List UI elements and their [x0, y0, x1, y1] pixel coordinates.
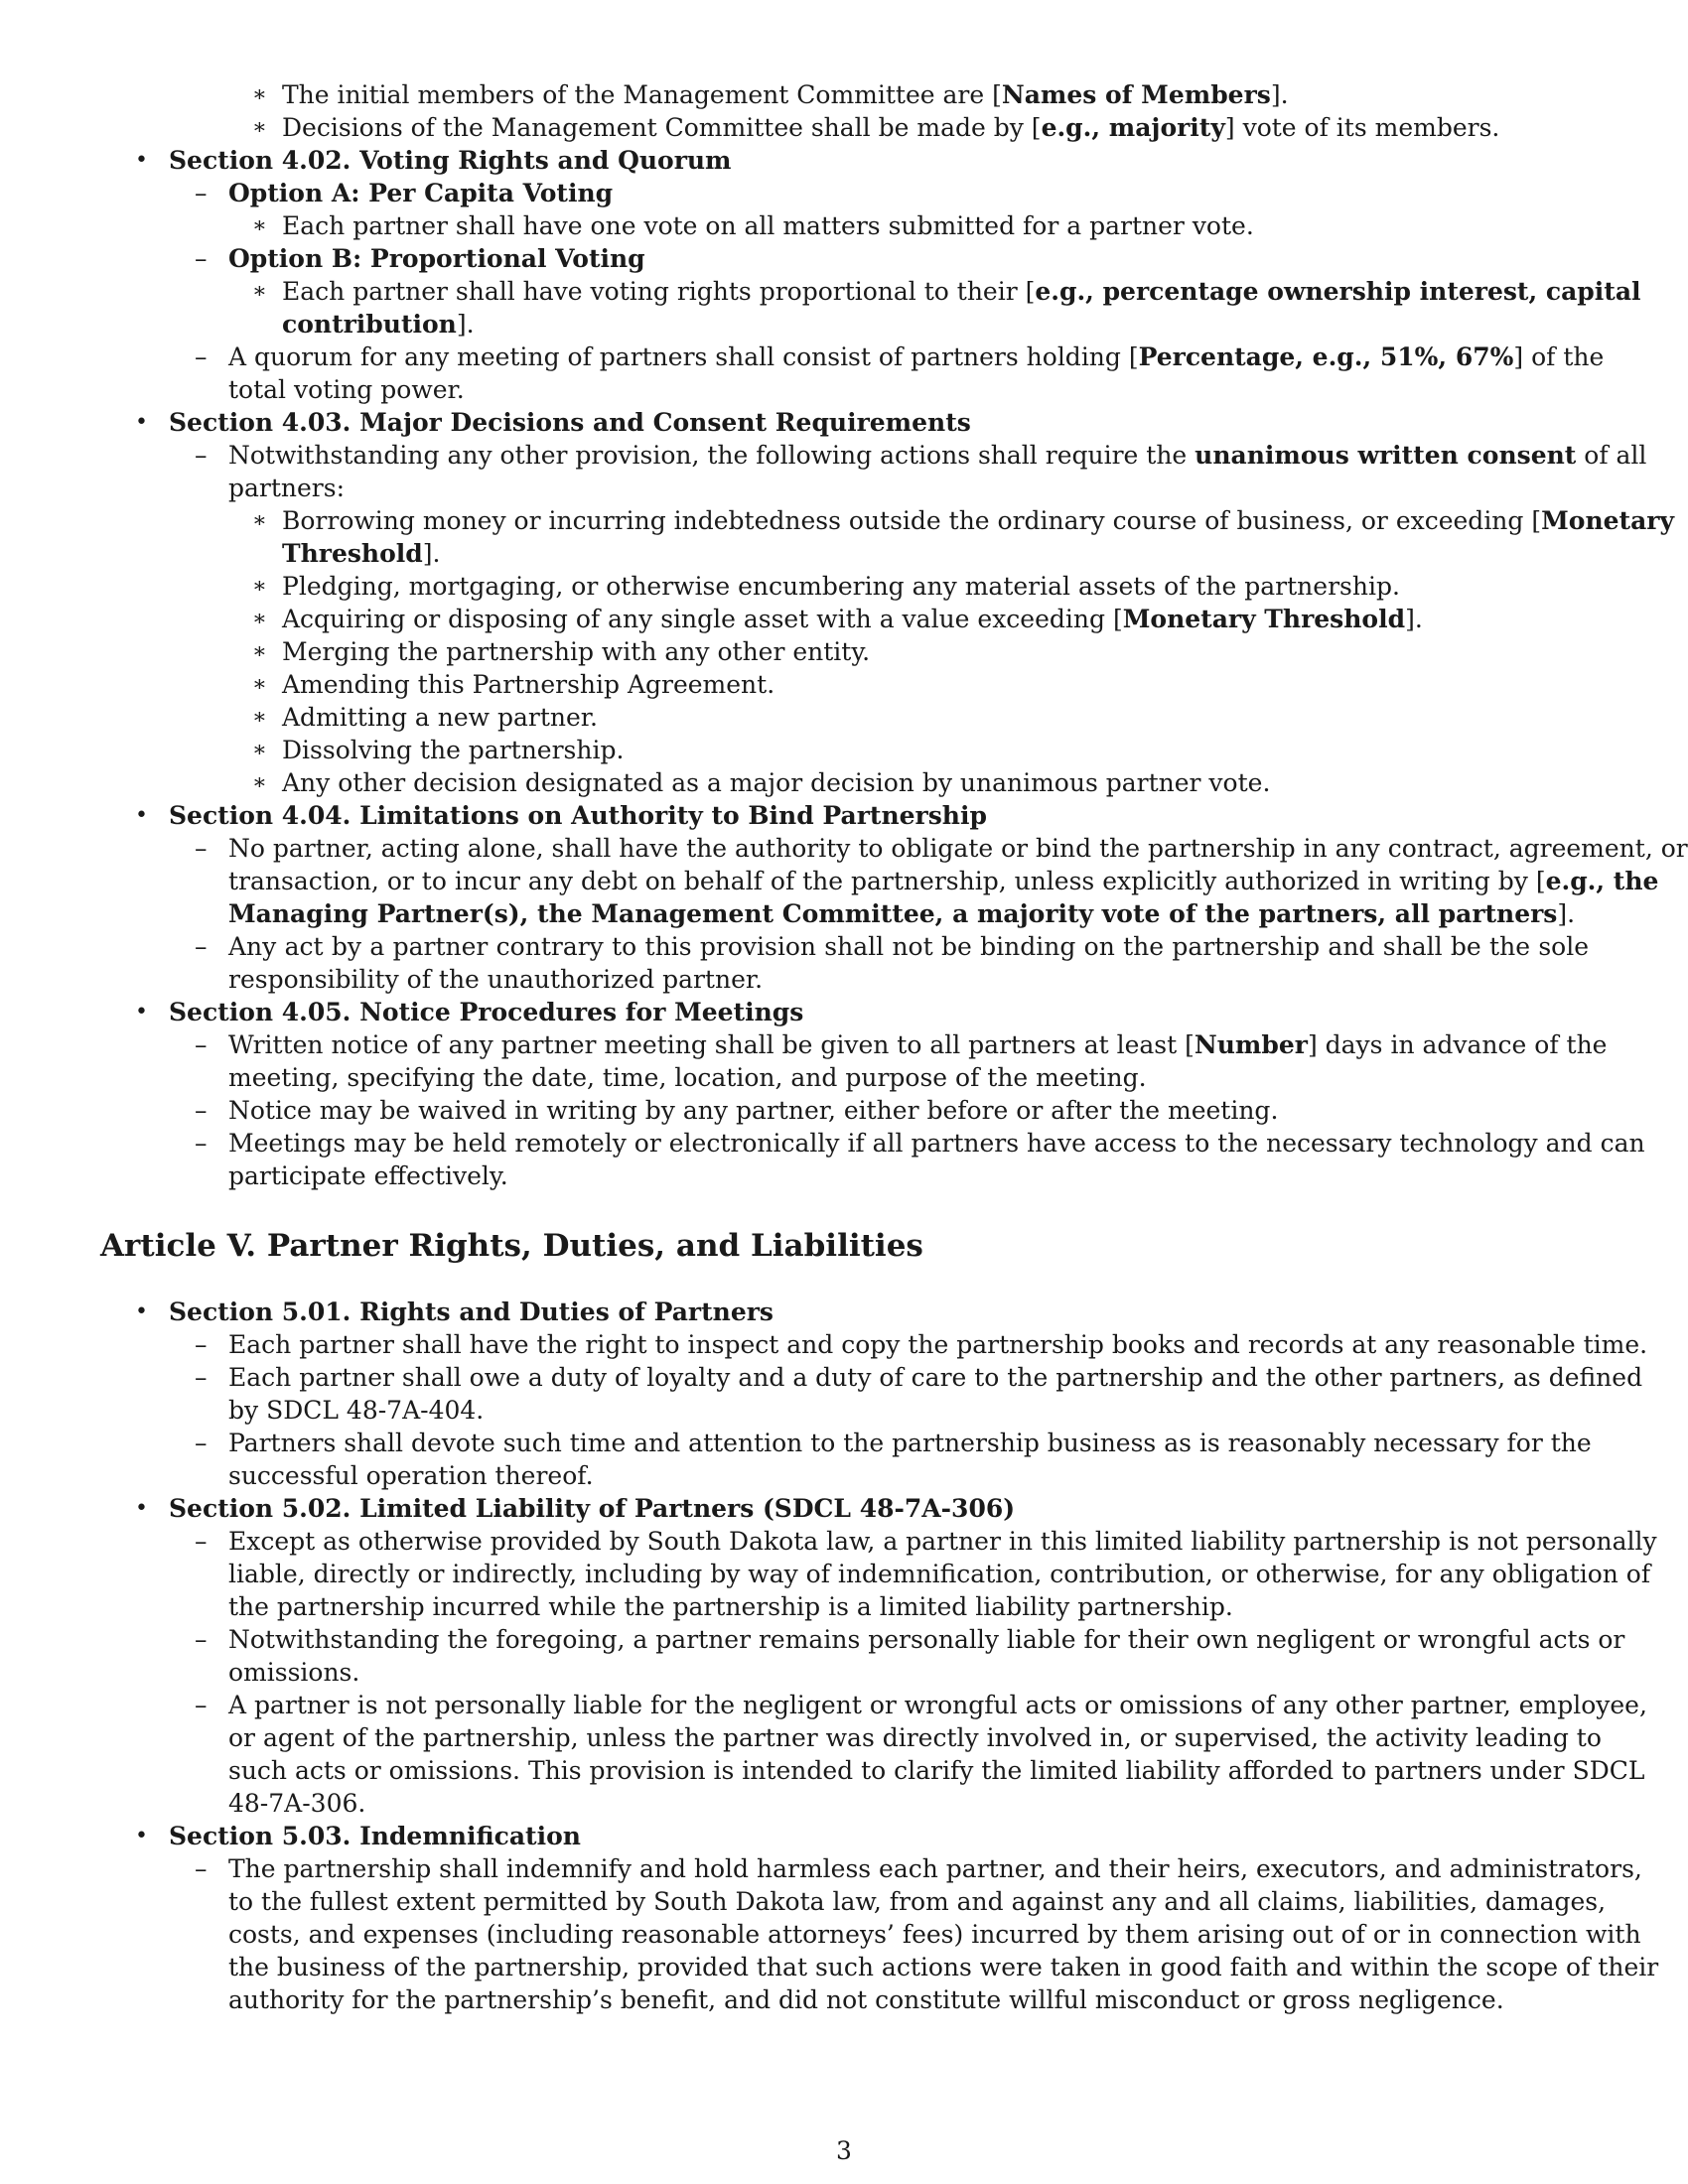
list-item-line: [195, 341, 1605, 373]
star-marker: ∗: [252, 213, 267, 238]
text-run: ] vote of its members.: [1224, 113, 1500, 142]
dash-marker: –: [195, 1691, 208, 1719]
list-item-line: [195, 242, 1589, 275]
list-item-line: [228, 1459, 1589, 1492]
text-run: Written notice of any partner meeting shall be given to all partners at least [: [228, 1030, 1195, 1059]
section-heading: [135, 1820, 1589, 1852]
text-run: Notwithstanding any other provision, the following actions shall require the: [228, 441, 1196, 470]
list-item-line: [195, 1427, 1592, 1459]
dash-marker: –: [195, 1625, 208, 1654]
list-item-line: [252, 209, 1589, 242]
list-item-line: [195, 1094, 1589, 1127]
list-item-line: [195, 1028, 1608, 1061]
text-run: ].: [422, 539, 441, 568]
text-run: Borrowing money or incurring indebtedness outside the ordinary course of business, or exceeding [: [282, 506, 1542, 535]
star-marker: ∗: [252, 639, 267, 664]
text-run: Acquiring or disposing of any single asset with a value exceeding [: [282, 605, 1123, 633]
list-item-line: [228, 1394, 1589, 1427]
text-run: A partner is not personally liable for the negligent or wrongful acts or omissions of any other partner, employee,: [228, 1691, 1647, 1719]
list-item-line: [195, 1328, 1648, 1361]
star-marker: ∗: [252, 705, 267, 730]
star-marker: ∗: [252, 607, 267, 631]
dash-marker: –: [195, 441, 208, 470]
text-run: Admitting a new partner.: [282, 703, 598, 732]
dash-marker: –: [195, 1527, 208, 1556]
bold-text: Section 4.02. Voting Rights and Quorum: [169, 146, 732, 175]
text-run: Partners shall devote such time and attention to the partnership business as is reasonably necessary for the: [228, 1429, 1592, 1457]
bold-text: Section 4.04. Limitations on Authority to Bind Partnership: [169, 801, 987, 830]
text-run: ].: [456, 310, 475, 339]
bold-text: Names of Members: [1001, 80, 1271, 109]
list-item-line: [252, 766, 1589, 799]
list-item-line: [252, 701, 1589, 734]
list-item-line: [195, 1127, 1645, 1160]
list-item-line: [195, 1852, 1642, 1885]
list-item-line: [252, 734, 1589, 766]
section-heading: [135, 406, 1589, 439]
text-run: The partnership shall indemnify and hold harmless each partner, and their heirs, executors, and administrators,: [228, 1854, 1642, 1883]
text-run: participate effectively.: [228, 1161, 508, 1190]
dash-marker: –: [195, 932, 208, 961]
text-run: omissions.: [228, 1658, 360, 1687]
text-run: to the fullest extent permitted by South Dakota law, from and against any and all claims, liabilities, damages,: [228, 1887, 1607, 1916]
list-item-line: [228, 472, 1589, 504]
text-run: Any act by a partner contrary to this provision shall not be binding on the partnership and shall be the sole: [228, 932, 1589, 961]
text-run: Decisions of the Management Committee shall be made by [: [282, 113, 1042, 142]
dash-marker: –: [195, 1129, 208, 1158]
star-marker: ∗: [252, 115, 267, 140]
text-run: the partnership incurred while the partnership is a limited liability partnership.: [228, 1592, 1233, 1621]
text-run: responsibility of the unauthorized partner.: [228, 965, 764, 994]
section-heading: [135, 1492, 1589, 1525]
list-item-line: [228, 1754, 1645, 1787]
text-run: Meetings may be held remotely or electronically if all partners have access to the necessary technology and can: [228, 1129, 1645, 1158]
page-number: 3: [836, 2136, 852, 2165]
star-marker: ∗: [252, 574, 267, 599]
list-item-line: [228, 1721, 1602, 1754]
list-item-line: [228, 1656, 1589, 1689]
text-run: total voting power.: [228, 375, 465, 404]
list-item-line: [228, 1983, 1589, 2016]
text-run: successful operation thereof.: [228, 1461, 594, 1490]
text-run: liable, directly or indirectly, including by way of indemnification, contribution, or otherwise, for any obligation of: [228, 1560, 1651, 1588]
text-run: meeting, specifying the date, time, location, and purpose of the meeting.: [228, 1063, 1147, 1092]
list-item-line: [228, 1061, 1589, 1094]
bullet-marker: •: [135, 1299, 148, 1324]
list-item-line: [252, 275, 1641, 308]
text-run: such acts or omissions. This provision is intended to clarify the limited liability afforded to partners under SDCL: [228, 1756, 1645, 1785]
text-run: transaction, or to incur any debt on behalf of the partnership, unless explicitly authorized in writing by [: [228, 867, 1546, 895]
list-item-line: [228, 1885, 1607, 1918]
dash-marker: –: [195, 179, 208, 207]
list-item-line: [195, 439, 1647, 472]
list-item-line: [228, 963, 1589, 996]
bold-text: Number: [1194, 1030, 1308, 1059]
list-item-line: [252, 668, 1589, 701]
bullet-marker: •: [135, 1000, 148, 1024]
list-item-line: [228, 897, 1589, 930]
bold-text: e.g., percentage ownership interest, capital: [1035, 277, 1641, 306]
text-run: Notwithstanding the foregoing, a partner remains personally liable for their own negligent or wrongful acts or: [228, 1625, 1625, 1654]
text-run: Each partner shall have one vote on all matters submitted for a partner vote.: [282, 211, 1254, 240]
dash-marker: –: [195, 1096, 208, 1125]
text-run: No partner, acting alone, shall have the authority to obligate or bind the partnership in any contract, agreement, or: [228, 834, 1688, 863]
text-run: by SDCL 48-7A-404.: [228, 1396, 485, 1425]
star-marker: ∗: [252, 738, 267, 762]
text-run: or agent of the partnership, unless the partner was directly involved in, or supervised, the activity leading to: [228, 1723, 1602, 1752]
bold-text: Section 4.03. Major Decisions and Consent Requirements: [169, 408, 971, 437]
text-run: Except as otherwise provided by South Dakota law, a partner in this limited liability partnership is not personally: [228, 1527, 1657, 1556]
bold-text: Percentage, e.g., 51%, 67%: [1138, 342, 1514, 371]
list-item-line: [195, 1525, 1657, 1558]
article-heading: [100, 1226, 1589, 1266]
list-item-line: [228, 1918, 1641, 1951]
bold-text: Section 4.05. Notice Procedures for Meetings: [169, 998, 804, 1026]
bullet-marker: •: [135, 1496, 148, 1521]
text-run: Notice may be waived in writing by any partner, either before or after the meeting.: [228, 1096, 1279, 1125]
bullet-marker: •: [135, 410, 148, 435]
list-item-line: [195, 1361, 1643, 1394]
text-run: Amending this Partnership Agreement.: [282, 670, 775, 699]
text-run: Each partner shall have voting rights proportional to their [: [282, 277, 1036, 306]
dash-marker: –: [195, 1429, 208, 1457]
section-heading: [135, 144, 1589, 177]
text-run: authority for the partnership’s benefit, and did not constitute willful misconduct or gross negligence.: [228, 1985, 1504, 2014]
list-item-line: [252, 635, 1589, 668]
bold-text: Option B: Proportional Voting: [228, 244, 645, 273]
list-item-line: [252, 570, 1589, 603]
bold-text: e.g., the: [1545, 867, 1659, 895]
text-run: Merging the partnership with any other entity.: [282, 637, 871, 666]
dash-marker: –: [195, 1330, 208, 1359]
text-run: ] of the: [1513, 342, 1605, 371]
list-item-line: [228, 1951, 1659, 1983]
list-item-line: [282, 537, 1589, 570]
section-heading: [135, 996, 1589, 1028]
bold-text: Section 5.02. Limited Liability of Partners (SDCL 48-7A-306): [169, 1494, 1016, 1523]
list-item-line: [195, 930, 1589, 963]
dash-marker: –: [195, 834, 208, 863]
bullet-marker: •: [135, 803, 148, 828]
list-item-line: [195, 177, 1589, 209]
bold-text: Option A: Per Capita Voting: [228, 179, 614, 207]
bold-text: Managing Partner(s), the Management Committee, a majority vote of the partners, all partners: [228, 899, 1558, 928]
list-item-line: [282, 308, 1589, 341]
star-marker: ∗: [252, 770, 267, 795]
bold-text: e.g., majority: [1041, 113, 1225, 142]
list-item-line: [228, 1558, 1651, 1590]
text-run: A quorum for any meeting of partners shall consist of partners holding [: [228, 342, 1139, 371]
text-run: 48-7A-306.: [228, 1789, 366, 1818]
text-run: Dissolving the partnership.: [282, 736, 625, 764]
bold-text: Article V. Partner Rights, Duties, and Liabilities: [100, 1228, 923, 1264]
dash-marker: –: [195, 1854, 208, 1883]
list-item-line: [252, 603, 1589, 635]
text-run: Pledging, mortgaging, or otherwise encumbering any material assets of the partnership.: [282, 572, 1400, 601]
list-item-line: [228, 1787, 1589, 1820]
bold-text: Monetary Threshold: [1122, 605, 1406, 633]
text-run: partners:: [228, 474, 346, 502]
text-run: costs, and expenses (including reasonable attorneys’ fees) incurred by them arising out of or in connection with: [228, 1920, 1641, 1949]
star-marker: ∗: [252, 508, 267, 533]
list-item-line: [228, 373, 1589, 406]
bold-text: Monetary: [1541, 506, 1674, 535]
text-run: Any other decision designated as a major decision by unanimous partner vote.: [282, 768, 1271, 797]
list-item-line: [228, 865, 1659, 897]
dash-marker: –: [195, 1030, 208, 1059]
text-run: Each partner shall have the right to inspect and copy the partnership books and records at any reasonable time.: [228, 1330, 1648, 1359]
text-run: The initial members of the Management Committee are [: [282, 80, 1002, 109]
bold-text: contribution: [282, 310, 457, 339]
text-run: ].: [1405, 605, 1423, 633]
text-run: ].: [1270, 80, 1289, 109]
text-run: ].: [1557, 899, 1576, 928]
list-item-line: [195, 832, 1688, 865]
text-run: the business of the partnership, provided that such actions were taken in good faith and within the scope of their: [228, 1953, 1659, 1981]
list-item-line: [195, 1623, 1625, 1656]
star-marker: ∗: [252, 279, 267, 304]
bold-text: Section 5.03. Indemnification: [169, 1822, 581, 1850]
dash-marker: –: [195, 244, 208, 273]
star-marker: ∗: [252, 672, 267, 697]
star-marker: ∗: [252, 82, 267, 107]
list-item-line: [252, 504, 1674, 537]
text-run: ] days in advance of the: [1307, 1030, 1608, 1059]
list-item-line: [228, 1590, 1589, 1623]
list-item-line: [252, 78, 1589, 111]
dash-marker: –: [195, 342, 208, 371]
list-item-line: [228, 1160, 1589, 1192]
text-run: of all: [1576, 441, 1647, 470]
bullet-marker: •: [135, 148, 148, 173]
list-item-line: [252, 111, 1589, 144]
text-run: Each partner shall owe a duty of loyalty and a duty of care to the partnership and the other partners, as defined: [228, 1363, 1643, 1392]
dash-marker: –: [195, 1363, 208, 1392]
bold-text: Threshold: [282, 539, 423, 568]
bold-text: Section 5.01. Rights and Duties of Partners: [169, 1297, 774, 1326]
section-heading: [135, 799, 1589, 832]
bullet-marker: •: [135, 1824, 148, 1848]
list-item-line: [195, 1689, 1647, 1721]
section-heading: [135, 1296, 1589, 1328]
bold-text: unanimous written consent: [1195, 441, 1577, 470]
